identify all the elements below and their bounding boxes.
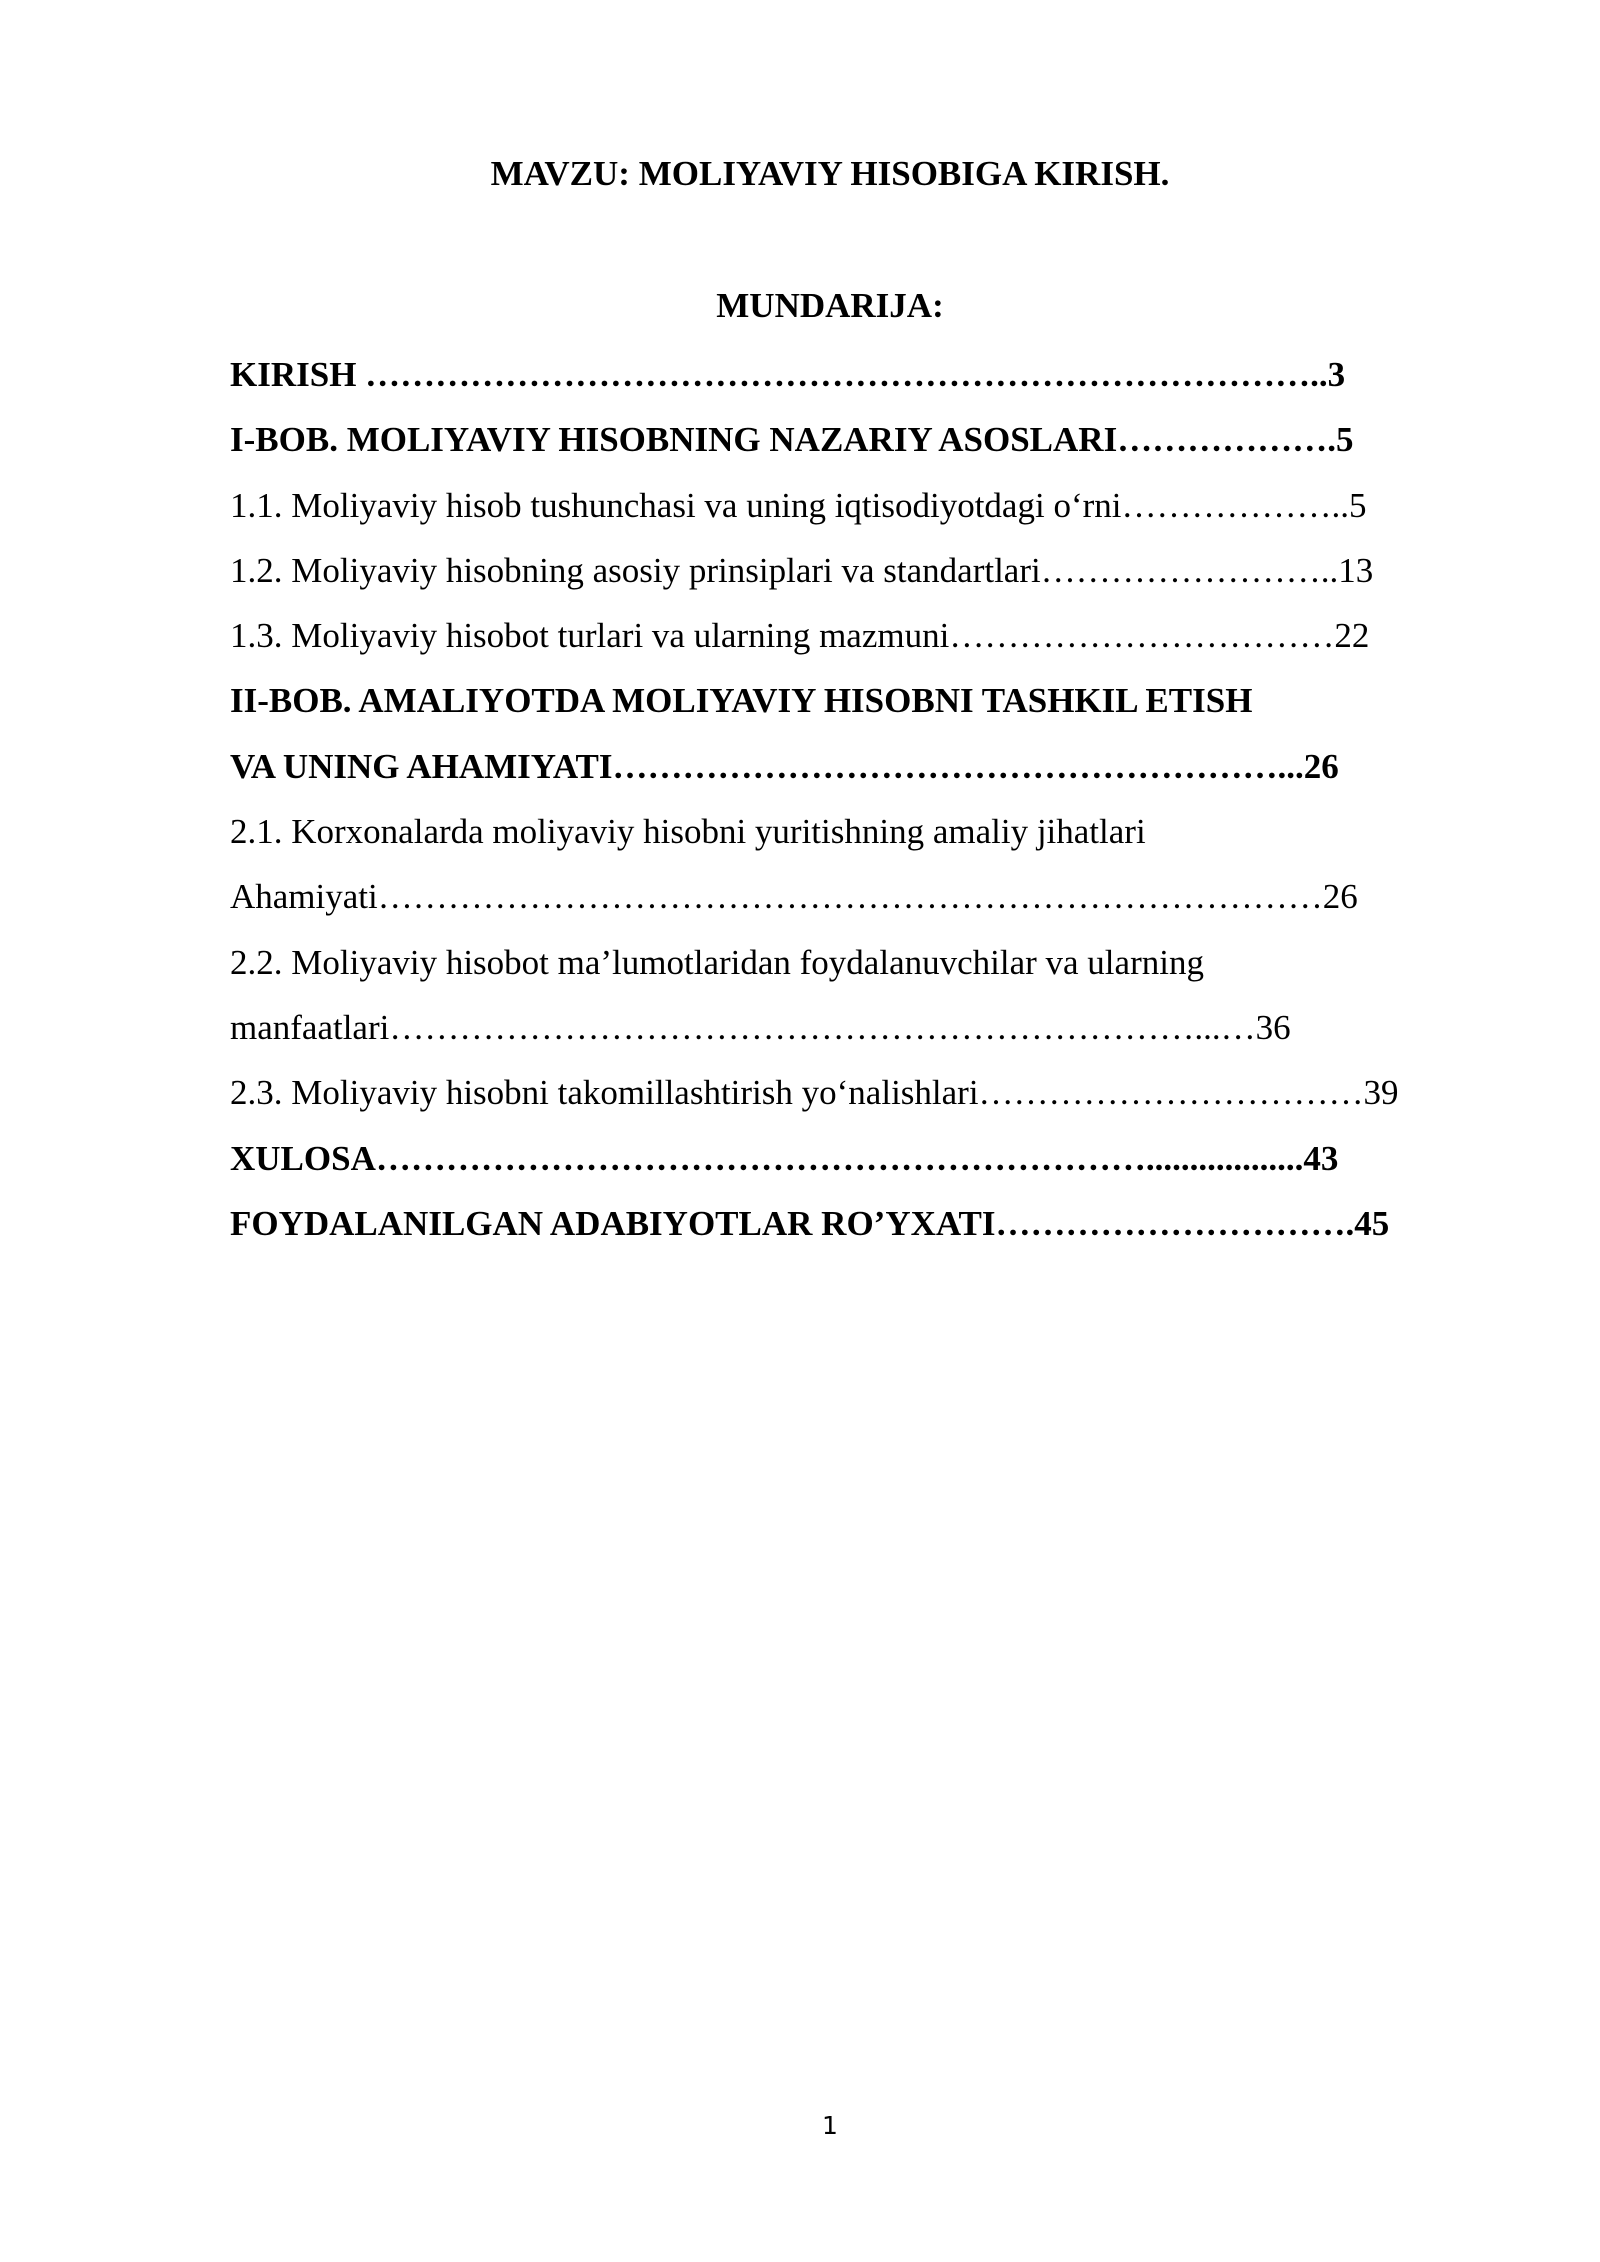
document-title: MAVZU: MOLIYAVIY HISOBIGA KIRISH. bbox=[490, 154, 1170, 193]
toc-line-section-2-1-part-2: Ahamiyati………………………………………………………………………26 bbox=[230, 877, 1358, 917]
toc-heading: MUNDARIJA: bbox=[716, 286, 944, 325]
toc-line-section-1-3: 1.3. Moliyaviy hisobot turlari va ularning mazmuni……………………………22 bbox=[230, 616, 1370, 656]
toc-line-section-2-1-part-1: 2.1. Korxonalarda moliyaviy hisobni yuritishning amaliy jihatlari bbox=[230, 812, 1146, 852]
table-of-contents bbox=[230, 342, 1530, 1256]
toc-line-chapter-1: I-BOB. MOLIYAVIY HISOBNING NAZARIY ASOSLARI……………….5 bbox=[230, 420, 1354, 460]
toc-line-section-2-3: 2.3. Moliyaviy hisobni takomillashtirish yo‘nalishlari……………………………39 bbox=[230, 1073, 1399, 1113]
toc-line-xulosa: XULOSA…………………………………………………………..................43 bbox=[230, 1138, 1339, 1178]
toc-line-section-1-1: 1.1. Moliyaviy hisob tushunchasi va uning iqtisodiyotdagi o‘rni………………..5 bbox=[230, 485, 1367, 525]
toc-line-chapter-2-part-2: VA UNING AHAMIYATI…………………………………………………...26 bbox=[230, 746, 1339, 786]
page-number: 1 bbox=[822, 2111, 838, 2140]
toc-line-bibliography: FOYDALANILGAN ADABIYOTLAR RO’YXATI………………………….45 bbox=[230, 1203, 1390, 1243]
toc-line-section-2-2-part-2: manfaatlari……………………………………………………………...…36 bbox=[230, 1007, 1291, 1047]
toc-line-chapter-2-part-1: II-BOB. AMALIYOTDA MOLIYAVIY HISOBNI TASHKIL ETISH bbox=[230, 681, 1253, 721]
toc-line-section-2-2-part-1: 2.2. Moliyaviy hisobot ma’lumotlaridan foydalanuvchilar va ularning bbox=[230, 942, 1204, 982]
toc-line-kirish: KIRISH ………………………………………………………………………..3 bbox=[230, 355, 1346, 394]
toc-line-section-1-2: 1.2. Moliyaviy hisobning asosiy prinsiplari va standartlari……………………..13 bbox=[230, 550, 1374, 590]
